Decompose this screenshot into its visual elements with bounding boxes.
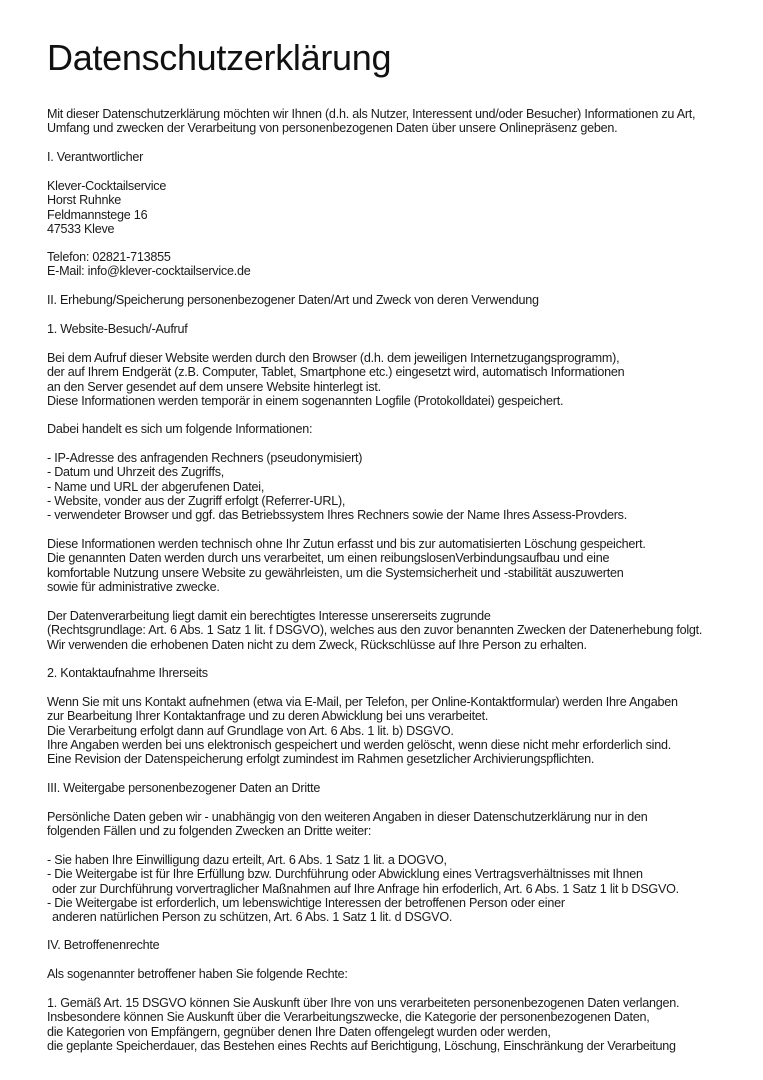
processing-purpose-paragraph: Diese Informationen werden technisch ohne Ihr Zutun erfasst und bis zur automatisierten Löschung gespeichert. Die genannten Daten werden durch uns verarbeitet, um einen reibungslosenVerbindungsaufbau und eine komfortable Nutzung unsere Website zu gewährleisten, um die Systemsicherheit und -stabilität auszuwerten sowie für administrative zwecke. — [47, 537, 646, 594]
right-of-access-paragraph: 1. Gemäß Art. 15 DSGVO können Sie Auskunft über Ihre von uns verarbeiteten personenbezogenen Daten verlangen. Insbesondere können Sie Auskunft über die Verarbeitungszwecke, die Kategorie der personenbezogenen Daten, die Kategorien von Empfängern, gegnüber denen Ihre Daten offengelegt wurden oder werden, die geplante Speicherdauer, das Bestehen eines Rechts auf Berichtigung, Löschung, Einschränkung der Verarbeitung — [47, 996, 680, 1053]
subsection-website-visit-heading: 1. Website-Besuch/-Aufruf — [47, 322, 188, 336]
info-list-intro: Dabei handelt es sich um folgende Informationen: — [47, 422, 313, 436]
list-item: - Die Weitergabe ist für Ihre Erfüllung bzw. Durchführung oder Abwicklung eines Vertragsverhältnisses mit Ihnen — [47, 867, 643, 882]
rights-intro: Als sogenannter betroffener haben Sie folgende Rechte: — [47, 967, 348, 981]
list-item: - IP-Adresse des anfragenden Rechners (pseudonymisiert) — [47, 451, 363, 465]
legal-basis-paragraph: Der Datenverarbeitung liegt damit ein berechtigtes Interesse unsererseits zugrunde (Rechtsgrundlage: Art. 6 Abs. 1 Satz 1 lit. f DSGVO), welches aus den zuvor benannten Zwecken der Datenerhebung folgt. Wir verwenden die erhobenen Daten nicht zu dem Zweck, Rückschlüsse auf Ihre Person zu erhalten. — [47, 609, 703, 652]
list-item: - verwendeter Browser und ggf. das Betriebssystem Ihres Rechners sowie der Name Ihres Assess-Provders. — [47, 508, 627, 523]
controller-contact — [47, 250, 250, 279]
list-item-continuation: oder zur Durchführung vorvertraglicher Maßnahmen auf Ihre Anfrage hin erfoderlich, Art. 6 Abs. 1 Satz 1 lit b DSGVO. — [52, 881, 679, 896]
third-party-list — [47, 853, 679, 924]
page-title: Datenschutzerklärung — [47, 37, 392, 78]
collected-info-list — [47, 451, 627, 522]
list-item: - Name und URL der abgerufenen Datei, — [47, 479, 265, 494]
list-item: - Website, vonder aus der Zugriff erfolgt (Referrer-URL), — [47, 493, 346, 508]
email-address[interactable]: E-Mail: info@klever-cocktailservice.de — [47, 264, 251, 279]
intro-paragraph: Mit dieser Datenschutzerklärung möchten wir Ihnen (d.h. als Nutzer, Interessent und/oder Besucher) Informationen zu Art, Umfang und zwecken der Verarbeitung von personenbezogenen Daten über unsere Onlinepräsenz geben. — [47, 107, 696, 136]
list-item-continuation: anderen natürlichen Person zu schützen, Art. 6 Abs. 1 Satz 1 lit. d DSGVO. — [52, 910, 453, 925]
list-item: - Sie haben Ihre Einwilligung dazu erteilt, Art. 6 Abs. 1 Satz 1 lit. a DOGVO, — [47, 853, 447, 867]
phone-number: Telefon: 02821-713855 — [47, 250, 171, 264]
third-party-paragraph: Persönliche Daten geben wir - unabhängig von den weiteren Angaben in dieser Datenschutzerklärung nur in den folgenden Fällen und zu folgenden Zwecken an Dritte weiter: — [47, 810, 648, 839]
subsection-contact-heading: 2. Kontaktaufnahme Ihrerseits — [47, 666, 208, 680]
list-item: - Die Weitergabe ist erforderlich, um lebenswichtige Interessen der betroffenen Person oder einer — [47, 895, 565, 910]
section-1-heading: I. Verantwortlicher — [47, 150, 144, 164]
controller-address: Klever-Cocktailservice Horst Ruhnke Feldmannstege 16 47533 Kleve — [47, 179, 167, 236]
section-3-heading: III. Weitergabe personenbezogener Daten an Dritte — [47, 781, 321, 795]
section-2-heading: II. Erhebung/Speicherung personenbezogener Daten/Art und Zweck von deren Verwendung — [47, 293, 539, 307]
list-item: - Datum und Uhrzeit des Zugriffs, — [47, 465, 224, 480]
contact-paragraph: Wenn Sie mit uns Kontakt aufnehmen (etwa via E-Mail, per Telefon, per Online-Kontaktformular) werden Ihre Angaben zur Bearbeitung Ihrer Kontaktanfrage und zu deren Abwicklung bei uns verarbeitet. Die Verarbeitung erfolgt dann auf Grundlage von Art. 6 Abs. 1 lit. b) DSGVO. Ihre Angaben werden bei uns elektronisch gespeichert und werden gelöscht, wenn diese nicht mehr erforderlich sind. Eine Revision der Datenspeicherung erfolgt zumindest im Rahmen gesetzlicher Archivierungspflichten. — [47, 695, 678, 767]
section-4-heading: IV. Betroffenenrechte — [47, 938, 160, 952]
website-visit-paragraph: Bei dem Aufruf dieser Website werden durch den Browser (d.h. dem jeweiligen Internetzugangsprogramm), der auf Ihrem Endgerät (z.B. Computer, Tablet, Smartphone etc.) eingesetzt wird, automatisch Informationen an den Server gesendet auf dem unsere Website hinterlegt ist. Diese Informationen werden temporär in einem sogenannten Logfile (Protokolldatei) gespeichert. — [47, 351, 625, 408]
